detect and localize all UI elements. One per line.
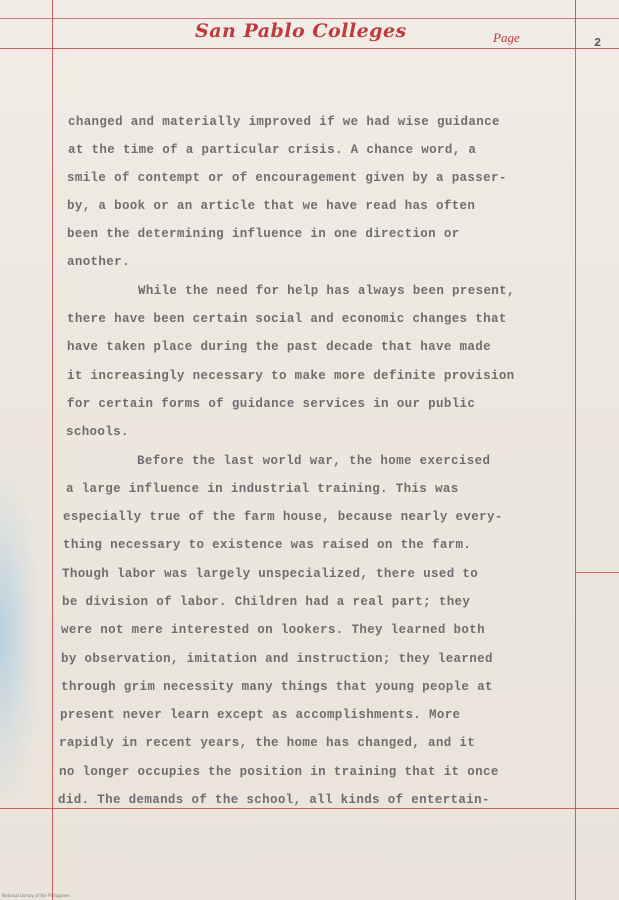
page-label: Page (493, 30, 520, 45)
body-line: through grim necessity many things that young people at (61, 680, 493, 694)
body-line: been the determining influence in one direction or (67, 227, 460, 241)
body-line: have taken place during the past decade that have made (67, 340, 491, 354)
body-line: a large influence in industrial training. This was (66, 482, 459, 496)
body-line: especially true of the farm house, because nearly every- (63, 510, 503, 524)
body-line: were not mere interested on lookers. They learned both (61, 623, 485, 637)
body-line: changed and materially improved if we had wise guidance (68, 115, 500, 129)
body-line: by observation, imitation and instruction; they learned (61, 652, 493, 666)
left-margin-line (52, 0, 53, 900)
body-line: by, a book or an article that we have read has often (67, 199, 476, 213)
body-line: at the time of a particular crisis. A chance word, a (68, 143, 477, 157)
body-line: did. The demands of the school, all kinds of entertain- (58, 793, 490, 807)
body-line: smile of contempt or of encouragement given by a passer- (67, 171, 507, 185)
body-line: Though labor was largely unspecialized, there used to (62, 567, 479, 581)
header-rule-line (0, 48, 619, 49)
letterhead-title: San Pablo Colleges (195, 20, 407, 42)
water-stain (0, 470, 40, 800)
body-line: be division of labor. Children had a real part; they (62, 595, 471, 609)
body-line: While the need for help has always been present, (138, 284, 515, 298)
body-line: thing necessary to existence was raised on the farm. (63, 538, 472, 552)
body-line: it increasingly necessary to make more definite provision (67, 369, 515, 383)
body-line: present never learn except as accomplishments. More (60, 708, 461, 722)
body-line: rapidly in recent years, the home has changed, and it (59, 736, 476, 750)
bottom-rule-line (0, 808, 619, 809)
body-line: Before the last world war, the home exercised (137, 454, 491, 468)
body-line: another. (67, 255, 130, 269)
footer-credit: National Library of the Philippines (2, 893, 70, 898)
body-line: for certain forms of guidance services in our public (67, 397, 476, 411)
body-line: schools. (66, 425, 129, 439)
right-margin-line (575, 0, 576, 900)
top-rule-line (0, 18, 619, 19)
body-line: no longer occupies the position in training that it once (59, 765, 499, 779)
page-number: 2 (594, 36, 602, 50)
right-margin-rule-line (576, 572, 619, 573)
body-line: there have been certain social and economic changes that (67, 312, 507, 326)
